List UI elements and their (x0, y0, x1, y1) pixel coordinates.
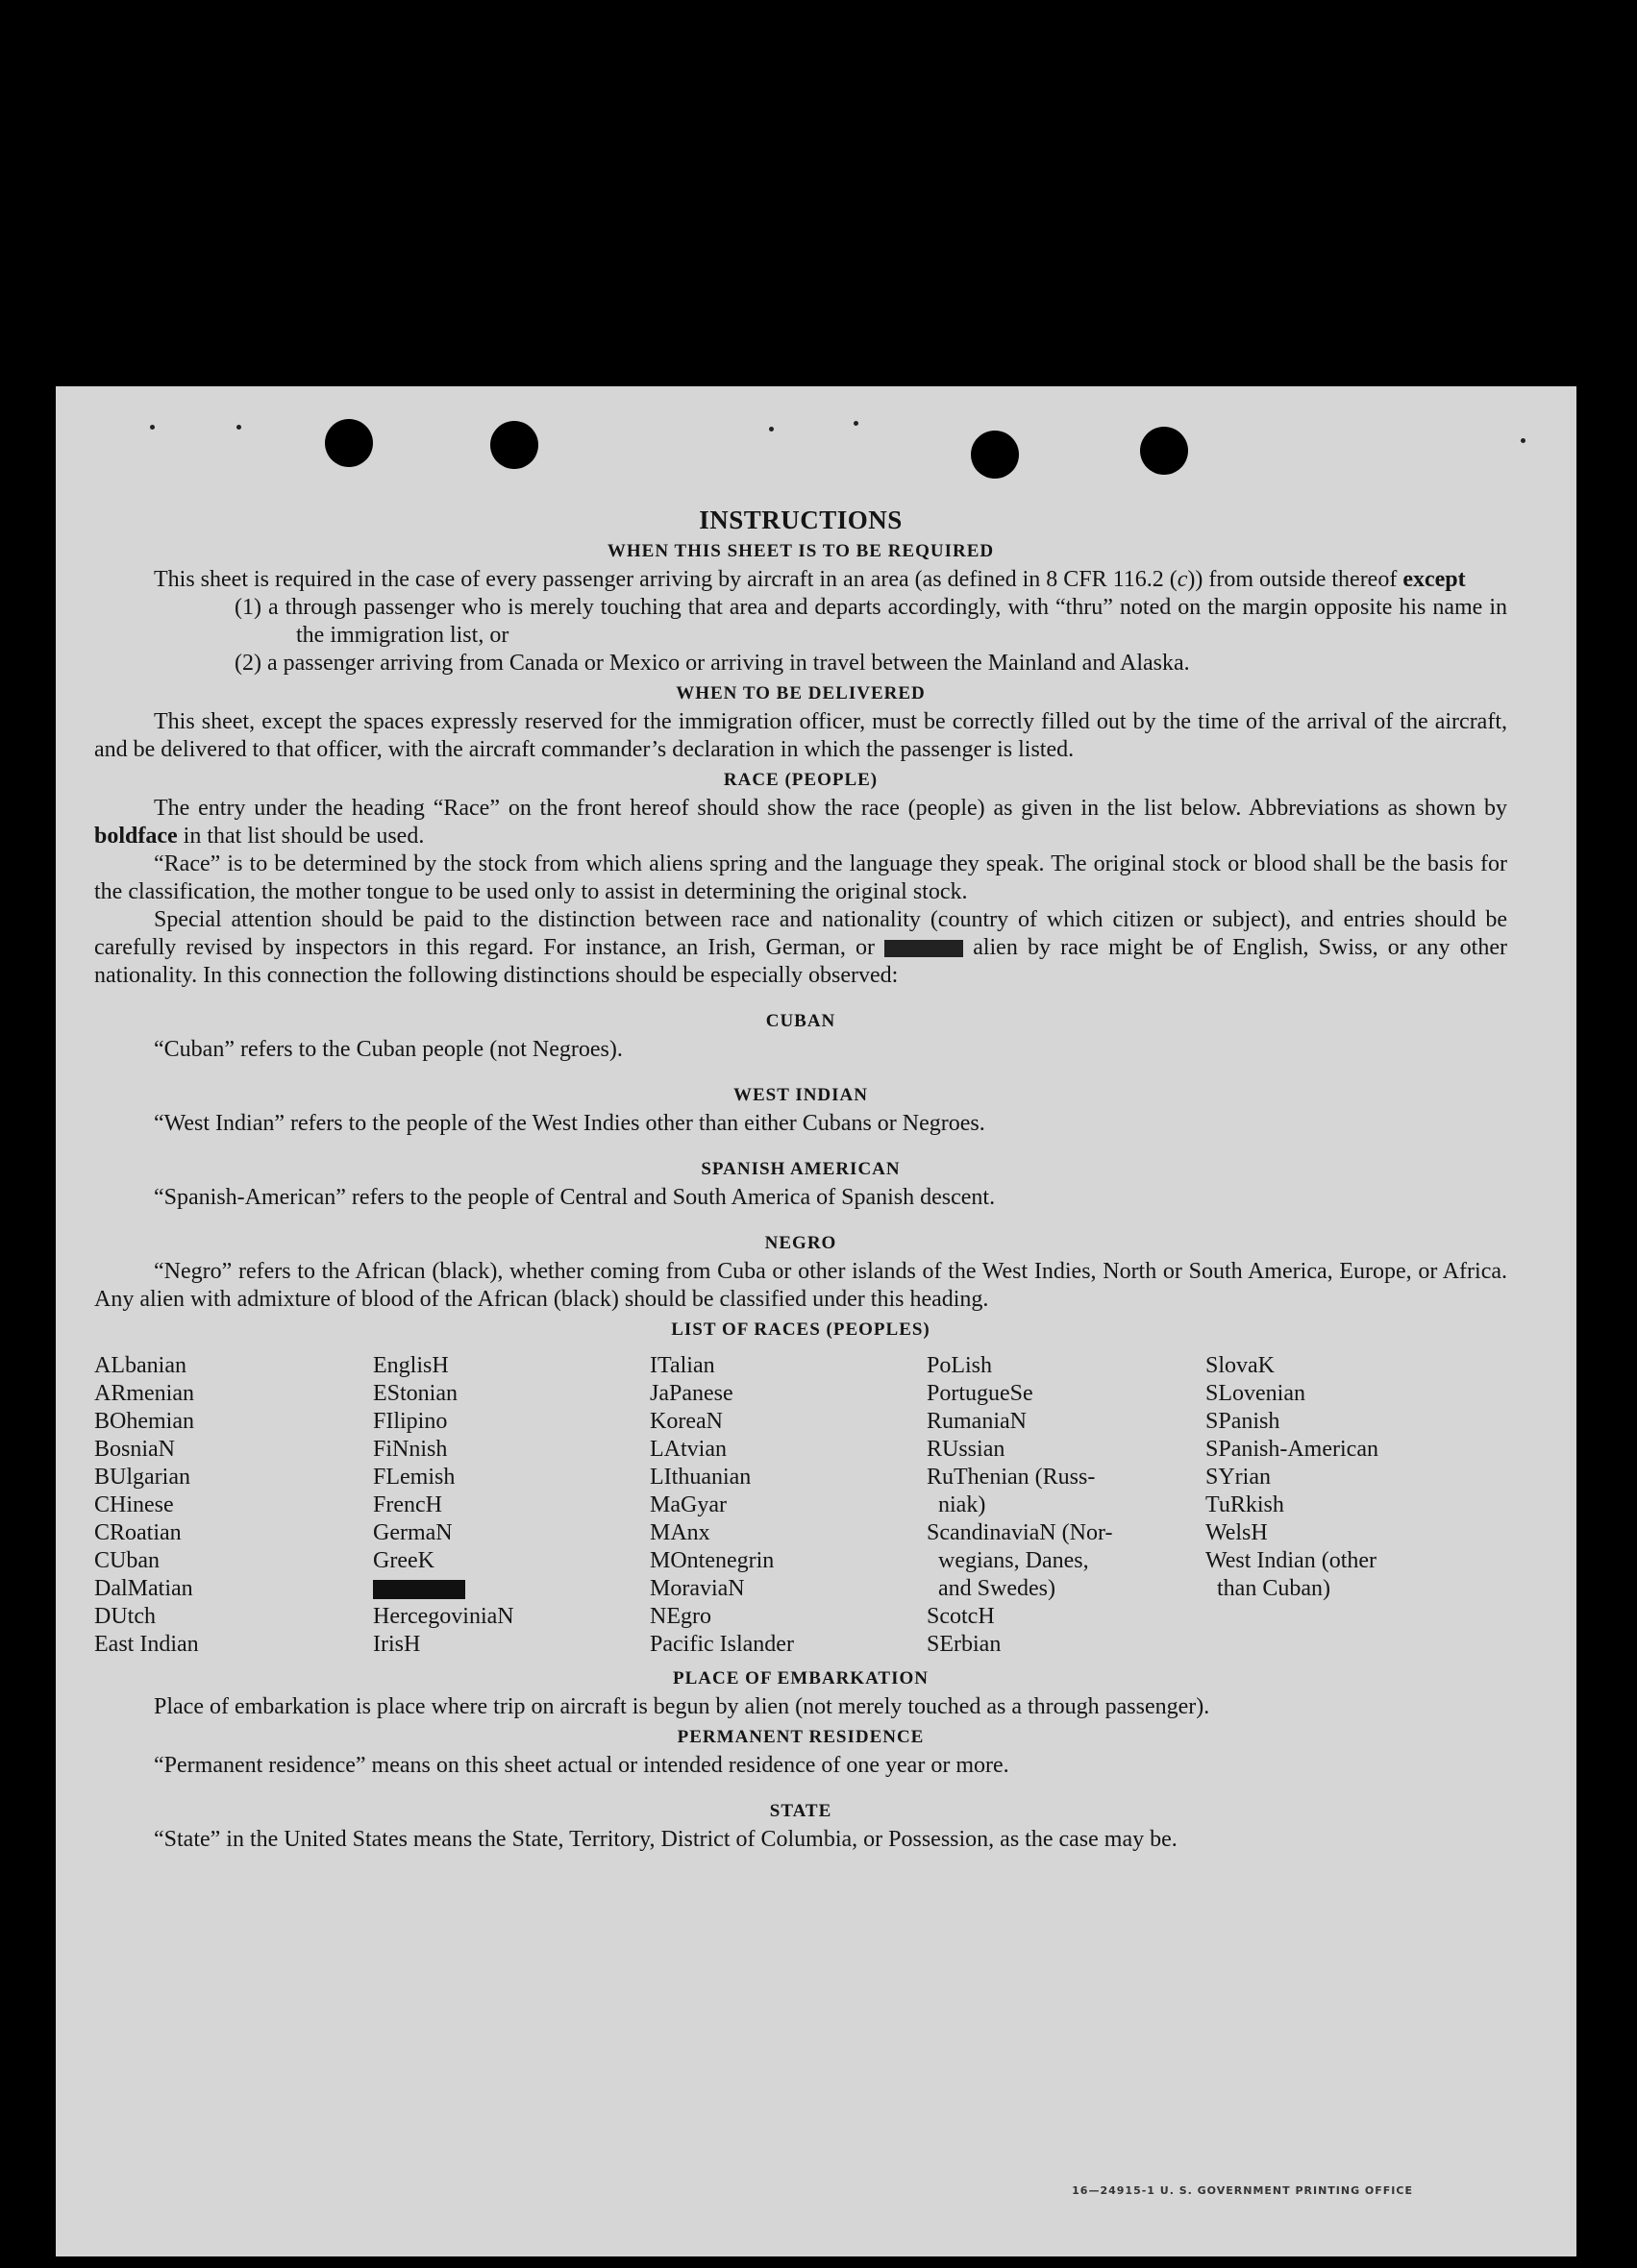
race-entry: and Swedes) (927, 1576, 1055, 1601)
race-entry: FrencH (373, 1492, 442, 1517)
race-entry: niak) (927, 1492, 986, 1517)
race-entry: PoLish (927, 1353, 993, 1378)
race-entry: MOntenegrin (650, 1548, 775, 1573)
document-sheet (56, 386, 1576, 2256)
speck (769, 427, 774, 431)
section-heading-residence: PERMANENT RESIDENCE (677, 1727, 925, 1747)
section-heading-embarkation: PLACE OF EMBARKATION (673, 1668, 929, 1689)
race-entry: CHinese (94, 1492, 174, 1517)
race-entry: LIthuanian (650, 1465, 752, 1490)
races-column-3 (650, 1352, 927, 1659)
race-paragraph-2: “Race” is to be determined by the stock from which aliens spring and the language they speak. The original stock or blood shall be the basis for the classification, the mother tongue to be used only to assist in determining the original stock. (94, 851, 1507, 904)
race-entry: SYrian (1205, 1465, 1271, 1490)
race-entry: JaPanese (650, 1381, 733, 1406)
races-column-1 (94, 1352, 373, 1659)
race-entry: SPanish (1205, 1409, 1280, 1434)
redaction-mark (373, 1580, 465, 1599)
speck (1521, 438, 1525, 443)
race-entry: NEgro (650, 1604, 711, 1629)
race-entry: ARmenian (94, 1381, 194, 1406)
race-entry: MAnx (650, 1520, 710, 1545)
race-paragraph-3: Special attention should be paid to the distinction between race and nationality (country of which citizen or subject), and entries should be carefully revised by inspectors in this regard. For instance, an Irish, German, or alien by race might be of English, Swiss, or any other nationality. In this connection the following distinctions should be especially observed: (94, 907, 1507, 988)
punch-hole (971, 431, 1019, 479)
races-list-heading: LIST OF RACES (PEOPLES) (671, 1319, 930, 1340)
race-entry: FIlipino (373, 1409, 448, 1434)
race-entry: MaGyar (650, 1492, 727, 1517)
speck (854, 421, 858, 426)
section-heading-required: WHEN THIS SHEET IS TO BE REQUIRED (607, 541, 995, 561)
race-entry: GermaN (373, 1520, 453, 1545)
race-entry: Pacific Islander (650, 1632, 794, 1657)
race-entry: TuRkish (1205, 1492, 1284, 1517)
race-entry: RumaniaN (927, 1409, 1027, 1434)
required-intro: This sheet is required in the case of every passenger arriving by aircraft in an area (as defined in 8 CFR 116.2 (c)) from outside thereof except (154, 567, 1466, 592)
state-text: “State” in the United States means the State, Territory, District of Columbia, or Possession, as the case may be. (154, 1827, 1178, 1852)
embarkation-text: Place of embarkation is place where trip on aircraft is begun by alien (not merely touched as a through passenger). (154, 1694, 1210, 1719)
race-entry: SLovenian (1205, 1381, 1305, 1406)
race-entry: SlovaK (1205, 1353, 1275, 1378)
required-item-2: (2) a passenger arriving from Canada or Mexico or arriving in travel between the Mainland and Alaska. (235, 651, 1190, 676)
punch-hole (490, 421, 538, 469)
race-entry: SErbian (927, 1632, 1002, 1657)
race-entry: RuThenian (Russ- (927, 1465, 1096, 1490)
race-paragraph-1: The entry under the heading “Race” on the front hereof should show the race (people) as given in the list below. Abbreviations as shown by boldface in that list should be used. (94, 796, 1507, 849)
race-entry: BUlgarian (94, 1465, 190, 1490)
section-heading-delivered: WHEN TO BE DELIVERED (676, 683, 926, 703)
section-heading-west-indian: WEST INDIAN (733, 1085, 868, 1105)
race-entry: FiNnish (373, 1437, 448, 1462)
race-entry: BosniaN (94, 1437, 175, 1462)
cuban-text: “Cuban” refers to the Cuban people (not Negroes). (154, 1037, 623, 1062)
race-entry: ScotcH (927, 1604, 995, 1629)
race-entry: ALbanian (94, 1353, 186, 1378)
races-column-2 (373, 1352, 650, 1659)
race-entry: EStonian (373, 1381, 458, 1406)
race-entry: than Cuban) (1205, 1576, 1330, 1601)
west-indian-text: “West Indian” refers to the people of the West Indies other than either Cubans or Negroes. (154, 1111, 985, 1136)
race-entry: CUban (94, 1548, 160, 1573)
race-entry: ScandinaviaN (Nor- (927, 1520, 1113, 1545)
race-entry: SPanish-American (1205, 1437, 1378, 1462)
race-entry: PortugueSe (927, 1381, 1033, 1406)
race-entry: EnglisH (373, 1353, 449, 1378)
section-heading-state: STATE (769, 1801, 832, 1821)
race-entry: LAtvian (650, 1437, 727, 1462)
race-entry: MoraviaN (650, 1576, 745, 1601)
delivered-text: This sheet, except the spaces expressly reserved for the immigration officer, must be correctly filled out by the time of the arrival of the aircraft, and be delivered to that officer, with the aircraft commander’s declaration in which the passenger is listed. (94, 709, 1507, 762)
race-entry: RUssian (927, 1437, 1005, 1462)
race-entry: DalMatian (94, 1576, 193, 1601)
race-entry: West Indian (other (1205, 1548, 1377, 1573)
race-entry: BOhemian (94, 1409, 194, 1434)
races-list (94, 1352, 1507, 1659)
required-item-1: (1) a through passenger who is merely touching that area and departs accordingly, with “thru” noted on the margin opposite his name in the immigration list, or (235, 595, 1507, 648)
section-heading-negro: NEGRO (764, 1233, 837, 1253)
section-heading-race: RACE (PEOPLE) (723, 770, 879, 790)
punch-hole (325, 419, 373, 467)
redaction-mark (884, 940, 963, 957)
section-heading-cuban: CUBAN (765, 1011, 836, 1031)
race-entry: HercegoviniaN (373, 1604, 514, 1629)
race-entry: ITalian (650, 1353, 715, 1378)
race-entry: DUtch (94, 1604, 156, 1629)
section-heading-spanish-american: SPANISH AMERICAN (701, 1159, 901, 1179)
races-column-4 (927, 1352, 1205, 1659)
race-entry: GreeK (373, 1548, 434, 1573)
race-entry: WelsH (1205, 1520, 1268, 1545)
spanish-american-text: “Spanish-American” refers to the people of Central and South America of Spanish descent. (154, 1185, 996, 1210)
race-entry: CRoatian (94, 1520, 182, 1545)
punch-hole (1140, 427, 1188, 475)
instructions-content (94, 505, 1507, 1854)
race-entry: East Indian (94, 1632, 199, 1657)
race-entry-redacted (373, 1575, 650, 1603)
race-entry: FLemish (373, 1465, 456, 1490)
race-entry: wegians, Danes, (927, 1548, 1089, 1573)
printing-office-code: 16—24915-1 U. S. GOVERNMENT PRINTING OFFICE (1072, 2184, 1413, 2197)
race-entry: IrisH (373, 1632, 421, 1657)
races-column-5 (1205, 1352, 1455, 1659)
negro-text: “Negro” refers to the African (black), whether coming from Cuba or other islands of the West Indies, North or South America, Europe, or Africa. Any alien with admixture of blood of the African (black) should be classified under this heading. (94, 1259, 1507, 1312)
residence-text: “Permanent residence” means on this sheet actual or intended residence of one year or more. (154, 1753, 1009, 1778)
race-entry: KoreaN (650, 1409, 723, 1434)
speck (150, 425, 155, 430)
page-title: INSTRUCTIONS (699, 505, 903, 534)
speck (236, 425, 241, 430)
